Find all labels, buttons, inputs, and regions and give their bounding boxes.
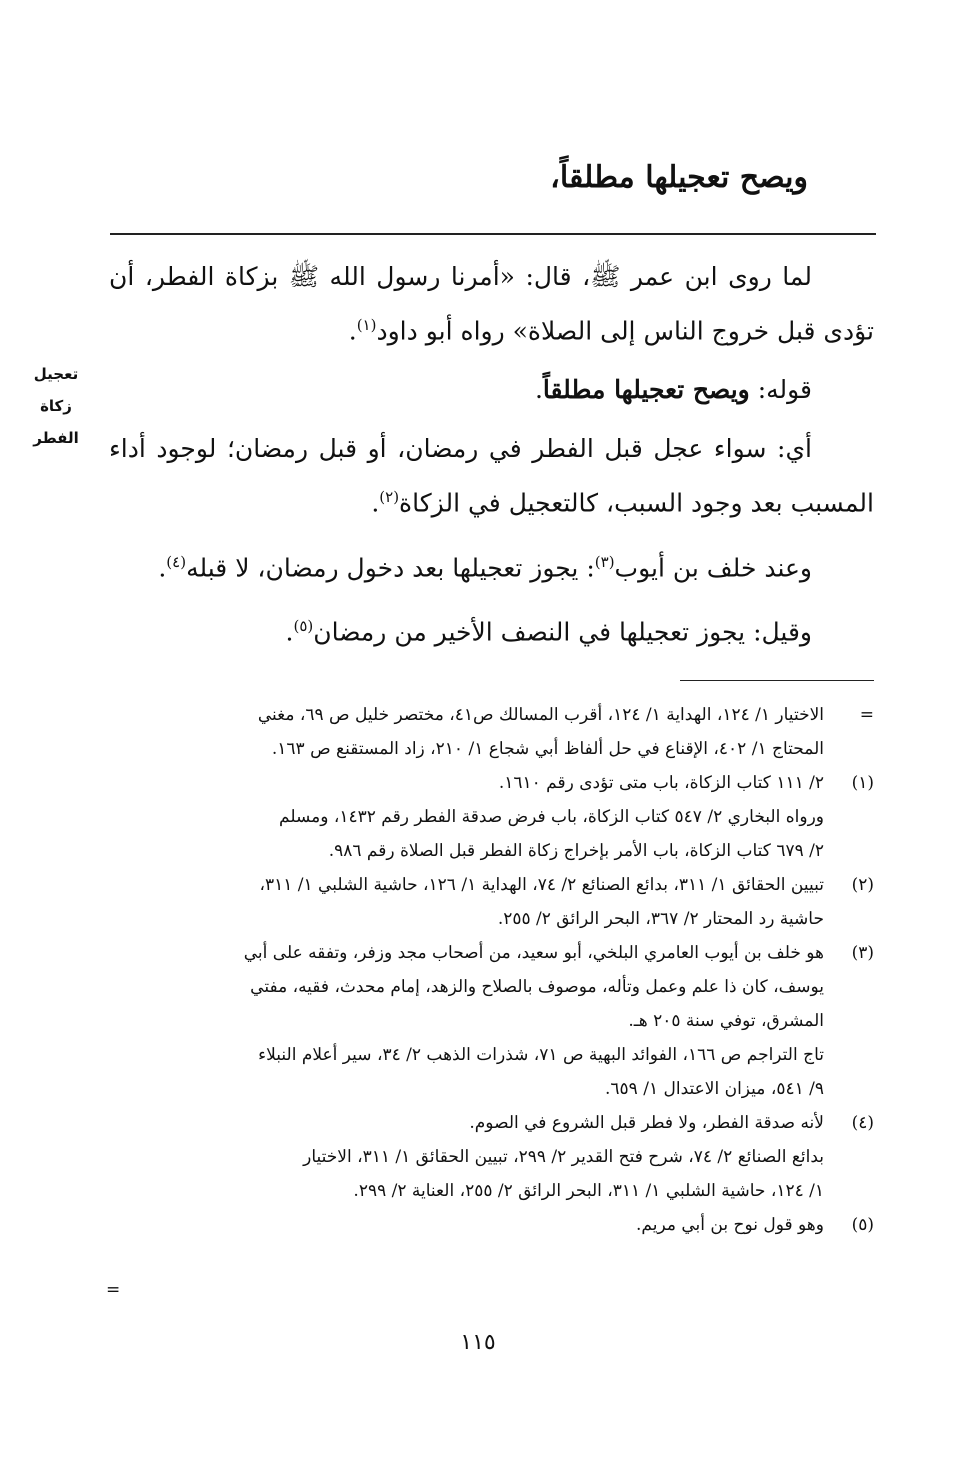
footnotes <box>109 698 874 1242</box>
footnote: (١) ٢/ ١١١ كتاب الزكاة، باب متى تؤدى رقم ١٦١٠. <box>109 766 874 800</box>
margin-note-line: زكاة <box>40 397 72 415</box>
footnote-separator <box>680 680 874 681</box>
footnote: (٢) تبيين الحقائق ١/ ٣١١، بدائع الصنائع ٢/ ٧٤، الهداية ١/ ١٢٦، حاشية الشلبي ١/ ٣١١، حاشية رد المحتار ٢/ ٣٦٧، البحر الرائق ٢/ ٢٥٥. <box>109 868 874 936</box>
paragraph-4: وعند خلف بن أيوب$^{(٣)}$: يجوز تعجيلها بعد دخول رمضان، لا قبله$^{(٤)}$. <box>158 552 812 582</box>
footnote: (٣) هو خلف بن أيوب العامري البلخي، أبو سعيد، من أصحاب مجد وزفر، وتفقه على أبي يوسف، كان ذا علم وعمل وتأله، موصوف بالصلاح والزهد، إمام محدث، فقيه، مفتي المشرق، توفي سنة ٢٠٥ هـ. <box>109 936 874 1038</box>
footnote-ref[interactable]: (٣) <box>594 552 615 571</box>
margin-note <box>20 358 92 454</box>
footnote: تاج التراجم ص ١٦٦، الفوائد البهية ص ٧١، شذرات الذهب ٢/ ٣٤، سير أعلام النبلاء ٩/ ٥٤١، ميزان الاعتدال ١/ ٦٥٩. <box>258 1045 824 1099</box>
continuation-mark: = <box>106 1280 121 1300</box>
footnote: (٥) وهو قول نوح بن أبي مريم. <box>109 1208 874 1242</box>
section-heading: ويصح تعجيلها مطلقاً، <box>550 160 808 195</box>
margin-note-line: الفطر <box>33 429 79 447</box>
footnote-number: (٢) <box>851 875 874 895</box>
paragraph-1: لما روى ابن عمر ﷺ، قال: «أمرنا رسول الله ﷺ بزكاة الفطر، أن تؤدى قبل خروج الناس إلى الصلاة» رواه أبو داود$^{(١)}$. <box>109 262 874 346</box>
paragraph-2: قوله: ويصح تعجيلها مطلقاً. <box>534 375 812 405</box>
paragraph-3: أي: سواء عجل قبل الفطر في رمضان، أو قبل رمضان؛ لوجود أداء المسبب بعد وجود السبب، كالتعجيل في الزكاة$^{(٢)}$. <box>109 434 874 518</box>
margin-note-line: تعجيل <box>33 365 79 383</box>
footnote: ورواه البخاري ٢/ ٥٤٧ كتاب الزكاة، باب فرض صدقة الفطر رقم ١٤٣٢، ومسلم ٢/ ٦٧٩ كتاب الزكاة، باب الأمر بإخراج زكاة الفطر قبل الصلاة رقم ٩٨٦. <box>279 807 824 861</box>
footnote: بدائع الصنائع ٢/ ٧٤، شرح فتح القدير ٢/ ٢٩٩، تبيين الحقائق ١/ ٣١١، الاختيار ١/ ١٢٤، حاشية الشلبي ١/ ٣١١، البحر الرائق ٢/ ٢٥٥، العناية ٢/ ٢٩٩. <box>303 1147 824 1201</box>
header-rule <box>110 233 876 235</box>
quoted-matn: ويصح تعجيلها مطلقاً <box>542 375 750 405</box>
footnote-number: = <box>859 705 874 725</box>
main-text <box>109 252 874 666</box>
page-number: ١١٥ <box>460 1330 496 1355</box>
footnote-number: (٣) <box>851 943 874 963</box>
paragraph-5: وقيل: يجوز تعجيلها في النصف الأخير من رمضان$^{(٥)}$. <box>285 616 812 647</box>
footnote-ref[interactable]: (٤) <box>166 552 187 571</box>
footnote: (٤) لأنه صدقة الفطر، ولا فطر قبل الشروع في الصوم. <box>109 1106 874 1140</box>
footnote-number: (٥) <box>851 1215 874 1235</box>
footnote-ref[interactable]: (١) <box>356 316 377 334</box>
footnote-ref[interactable]: (٢) <box>379 488 400 507</box>
footnote-ref[interactable]: (٥) <box>293 616 314 635</box>
footnote-number: (٤) <box>851 1113 874 1133</box>
footnote-number: (١) <box>851 773 874 793</box>
footnote: = الاختيار ١/ ١٢٤، الهداية ١/ ١٢٤، أقرب المسالك ص٤١، مختصر خليل ص ٦٩، مغني المحتاج ١/ ٤٠٢، الإقناع في حل ألفاظ أبي شجاع ١/ ٢١٠، زاد المستقنع ص ١٦٣. <box>109 698 874 766</box>
